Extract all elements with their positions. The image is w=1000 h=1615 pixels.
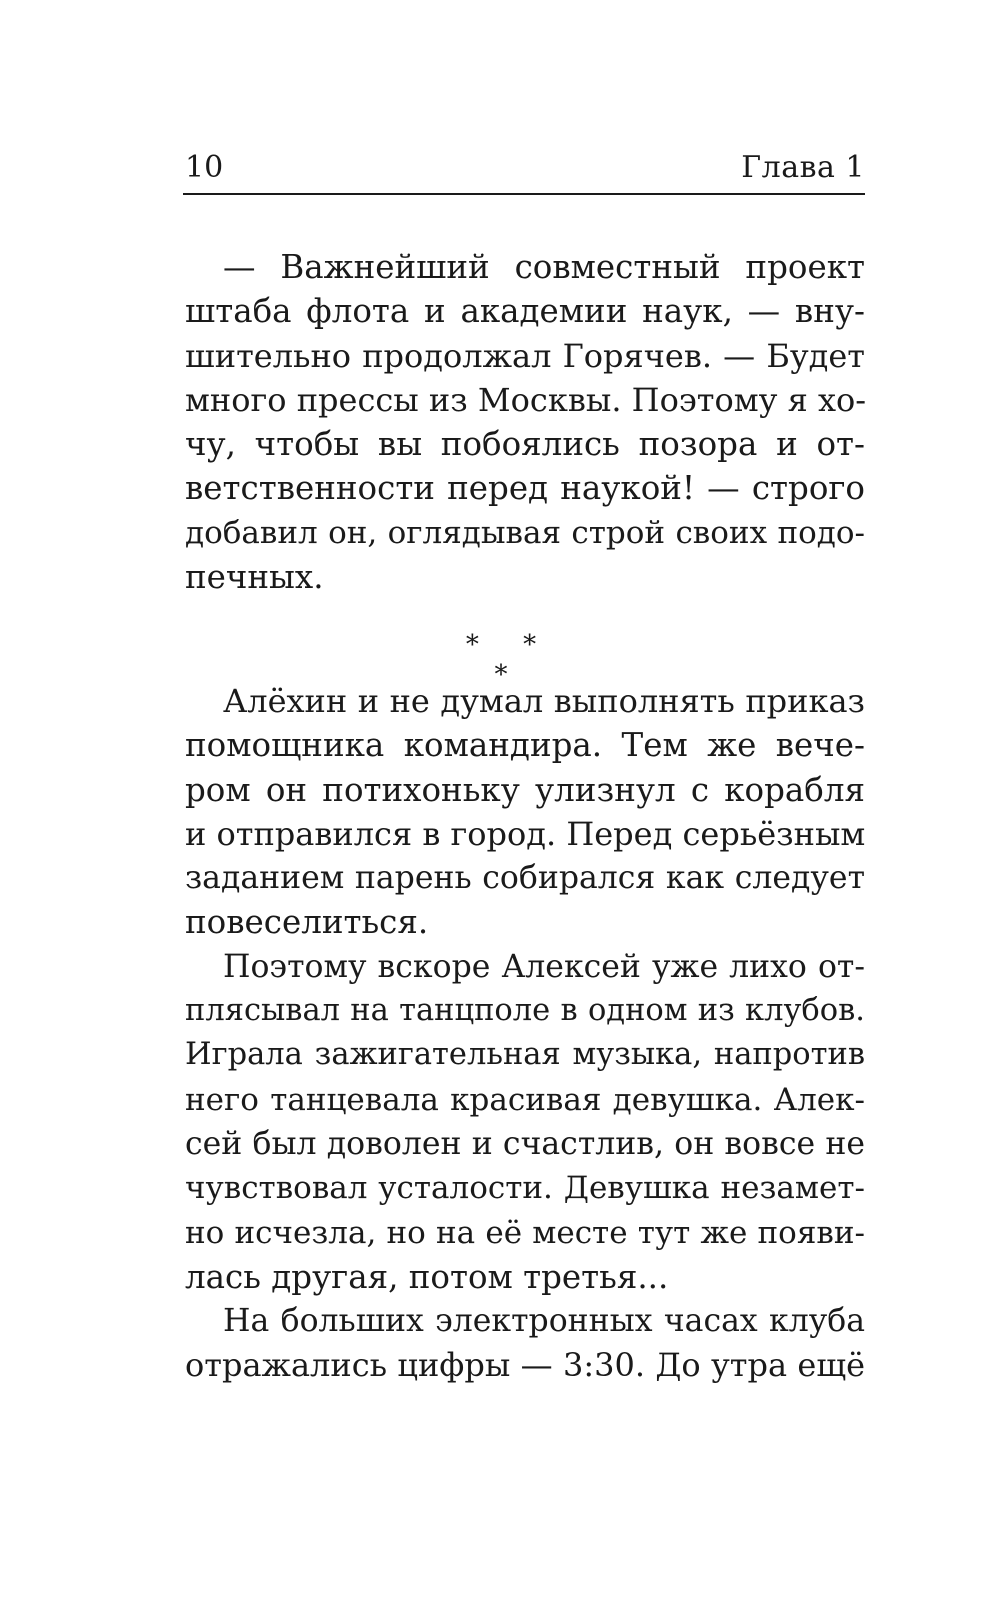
text-line: плясывал на танцполе в одном из клубов.	[185, 993, 865, 1029]
text-line: штаба флота и академии наук, — вну-	[185, 292, 865, 331]
text-line: но исчезла, но на её месте тут же появи-	[185, 1214, 865, 1251]
text-line: чувствовал усталости. Девушка незамет-	[185, 1170, 865, 1207]
text-line: ром он потихоньку улизнул с корабля	[185, 770, 865, 809]
text-line: шительно продолжал Горячев. — Будет	[185, 336, 865, 375]
page-number: 10	[185, 150, 224, 185]
text-line: печных.	[185, 558, 324, 597]
text-line: помощника командира. Тем же вече-	[185, 726, 865, 765]
text-line: чу, чтобы вы побоялись позора и от-	[185, 425, 865, 464]
header-rule	[183, 193, 865, 195]
chapter-title: Глава 1	[741, 150, 865, 185]
text-line: Играла зажигательная музыка, напротив	[185, 1037, 865, 1073]
text-line: Алёхин и не думал выполнять приказ	[223, 682, 865, 720]
text-line: — Важнейший совместный проект	[223, 248, 865, 286]
section-separator: * * *	[465, 630, 555, 690]
text-line: сей был доволен и счастлив, он вовсе не	[185, 1125, 865, 1162]
text-line: Поэтому вскоре Алексей уже лихо от-	[223, 948, 865, 985]
text-line: повеселиться.	[185, 903, 429, 942]
text-line: и отправился в город. Перед серьёзным	[185, 814, 866, 853]
section-body	[185, 679, 865, 1388]
text-line: заданием парень собирался как следует	[185, 860, 865, 897]
text-line: много прессы из Москвы. Поэтому я хо-	[185, 380, 867, 419]
text-line: добавил он, оглядывая строй своих подо-	[185, 514, 865, 551]
text-line: лась другая, потом третья...	[185, 1257, 669, 1296]
text-line: него танцевала красивая девушка. Алек-	[185, 1081, 865, 1118]
text-line: отражались цифры — 3:30. До утра ещё	[185, 1346, 865, 1385]
text-line: На больших электронных часах клуба	[223, 1303, 865, 1340]
text-line: ветственности перед наукой! — строго	[185, 469, 865, 508]
paragraph-dialogue	[185, 245, 865, 599]
